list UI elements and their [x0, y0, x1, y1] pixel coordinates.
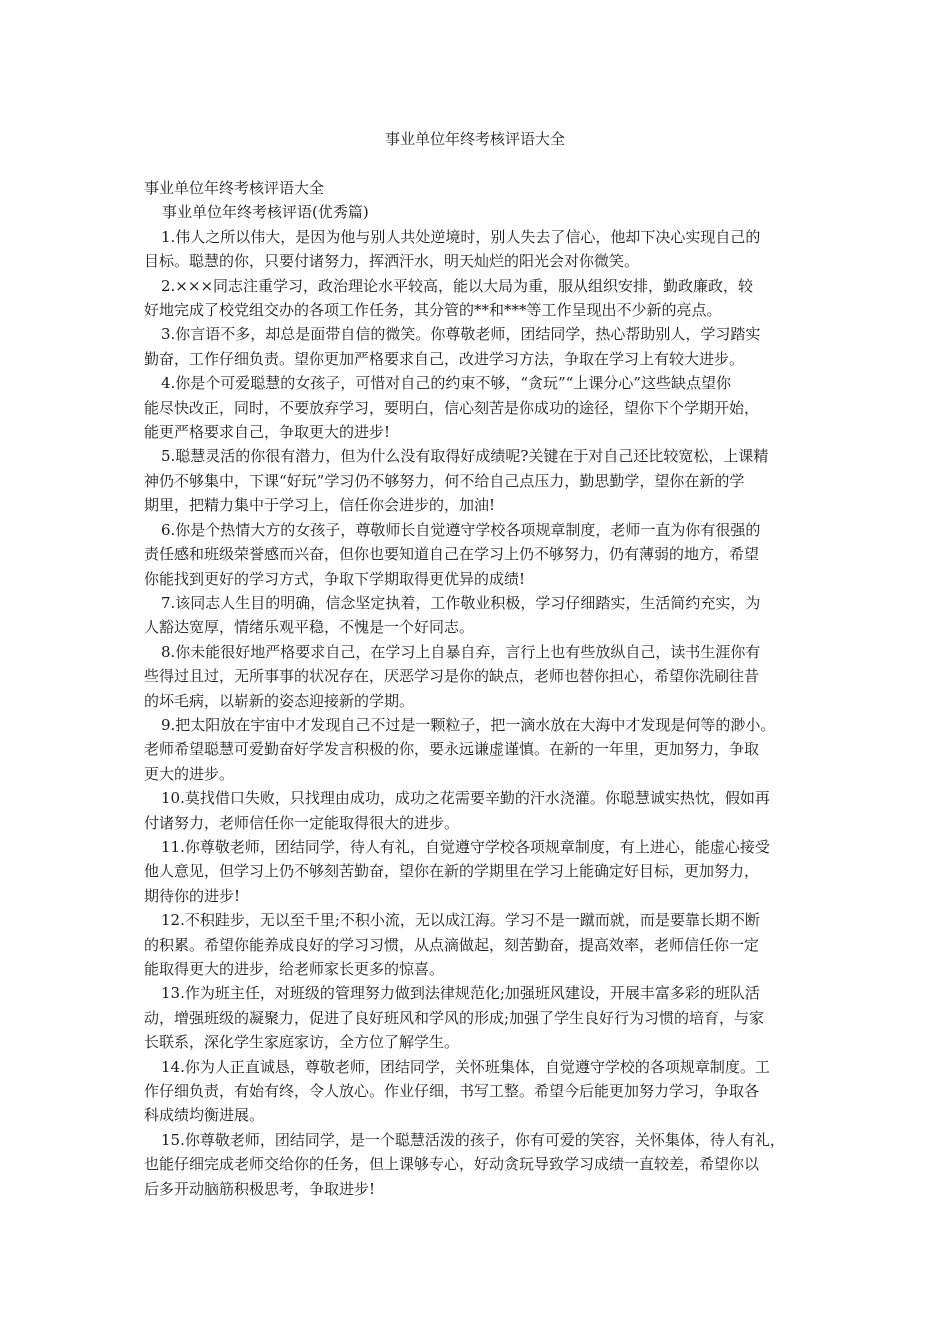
- comment-item: [144, 518, 806, 591]
- comment-line: 15.你尊敬老师，团结同学，是一个聪慧活泼的孩子，你有可爱的笑容，关怀集体，待人有礼，: [161, 1130, 785, 1149]
- comment-item: [144, 908, 806, 981]
- comment-line: 作仔细负责，有始有终，令人放心。作业仔细，书写工整。希望今后能更加努力学习，争取各: [144, 1082, 760, 1101]
- comment-item: [144, 444, 806, 517]
- comment-line: 4.你是个可爱聪慧的女孩子，可惜对自己的约束不够，“贪玩”“上课分心”这些缺点望你: [161, 374, 731, 393]
- comment-line: 12.不积跬步，无以至千里;不积小流，无以成江海。学习不是一蹴而就，而是要靠长期不断: [161, 911, 760, 930]
- comment-item: [144, 981, 806, 1054]
- comment-line: 9.把太阳放在宇宙中才发现自己不过是一颗粒子，把一滴水放在大海中才发现是何等的渺小。: [161, 715, 776, 734]
- comment-line: 些得过且过，无所事事的状况存在，厌恶学习是你的缺点，老师也替你担心，希望你洗刷往昔: [144, 667, 760, 686]
- comment-item: [144, 591, 806, 640]
- comment-line: 老师希望聪慧可爱勤奋好学发言积极的你，要永远谦虚谨慎。在新的一年里，更加努力，争取: [144, 740, 760, 759]
- comment-item: [144, 1055, 806, 1128]
- document-body: [144, 176, 806, 1201]
- comment-line: 3.你言语不多，却总是面带自信的微笑。你尊敬老师，团结同学，热心帮助别人，学习踏实: [161, 325, 761, 344]
- comment-line: 好地完成了校党组交办的各项工作任务，其分管的**和***等工作呈现出不少新的亮点。: [144, 301, 722, 320]
- comment-line: 长联系，深化学生家庭家访，全方位了解学生。: [144, 1033, 460, 1052]
- comment-item: [144, 640, 806, 713]
- comment-line: 他人意见，但学习上仍不够刻苦勤奋，望你在新的学期里在学习上能确定好目标，更加努力，: [144, 862, 760, 881]
- comment-line: 神仍不够集中，下课“好玩”学习仍不够努力，何不给自己点压力，勤思勤学，望你在新的学: [144, 471, 745, 490]
- comment-item: [144, 713, 806, 786]
- document-title: 事业单位年终考核评语大全: [384, 130, 565, 148]
- comment-item: [144, 835, 806, 908]
- comment-item: [144, 225, 806, 274]
- comment-line: 8.你未能很好地严格要求自己，在学习上自暴自弃，言行上也有些放纵自己，读书生涯你有: [161, 642, 761, 661]
- comment-line: 更大的进步。: [144, 764, 235, 783]
- comment-line: 5.聪慧灵活的你很有潜力，但为什么没有取得好成绩呢?关键在于对自己还比较宽松，上课精: [161, 447, 769, 466]
- comment-line: 14.你为人正直诚恳，尊敬老师，团结同学，关怀班集体，自觉遵守学校的各项规章制度。工: [161, 1057, 770, 1076]
- comment-item: [144, 322, 806, 371]
- comment-line: 13.作为班主任，对班级的管理努力做到法律规范化;加强班风建设，开展丰富多彩的班队活: [161, 984, 760, 1003]
- comment-line: 期里，把精力集中于学习上，信任你会进步的，加油!: [144, 496, 496, 515]
- comment-item: [144, 371, 806, 444]
- comment-line: 也能仔细完成老师交给你的任务，但上课够专心，好动贪玩导致学习成绩一直较差，希望你以: [144, 1155, 760, 1174]
- comment-line: 11.你尊敬老师，团结同学，待人有礼，自觉遵守学校各项规章制度，有上进心，能虚心接受: [161, 837, 770, 856]
- comment-line: 后多开动脑筋积极思考，争取进步!: [144, 1179, 376, 1198]
- section-heading: 事业单位年终考核评语大全: [144, 179, 325, 197]
- comment-line: 7.该同志人生目的明确，信念坚定执着，工作敬业积极，学习仔细踏实，生活简约充实，为: [161, 593, 761, 612]
- comment-line: 科成绩均衡进展。: [144, 1106, 265, 1125]
- comment-line: 能取得更大的进步，给老师家长更多的惊喜。: [144, 960, 445, 978]
- comment-line: 的坏毛病，以崭新的姿态迎接新的学期。: [144, 691, 415, 710]
- section-subheading: 事业单位年终考核评语(优秀篇): [162, 203, 369, 222]
- comment-item: [144, 274, 806, 323]
- comment-line: 6.你是个热情大方的女孩子，尊敬师长自觉遵守学校各项规章制度，老师一直为你有很强的: [161, 520, 761, 539]
- comment-line: 能尽快改正，同时，不要放弃学习，要明白，信心刻苦是你成功的途径，望你下个学期开始，: [144, 398, 760, 417]
- comment-line: 的积累。希望你能养成良好的学习习惯，从点滴做起，刻苦勤奋，提高效率，老师信任你一定: [144, 935, 760, 954]
- comment-line: 人豁达宽厚，情绪乐观平稳，不愧是一个好同志。: [144, 618, 475, 637]
- comment-list: [144, 225, 806, 1201]
- comment-item: [144, 786, 806, 835]
- comment-line: 期待你的进步!: [144, 886, 241, 905]
- comment-line: 目标。聪慧的你，只要付诸努力，挥洒汗水，明天灿烂的阳光会对你微笑。: [144, 252, 640, 271]
- comment-line: 勤奋，工作仔细负责。望你更加严格要求自己，改进学习方法，争取在学习上有较大进步。: [144, 349, 745, 368]
- comment-item: [144, 1128, 806, 1201]
- comment-line: 付诸努力，老师信任你一定能取得很大的进步。: [144, 813, 460, 832]
- comment-line: 你能找到更好的学习方式，争取下学期取得更优异的成绩!: [144, 569, 526, 588]
- comment-line: 能更严格要求自己，争取更大的进步!: [144, 423, 391, 442]
- comment-line: 动，增强班级的凝聚力，促进了良好班风和学风的形成;加强了学生良好行为习惯的培育，与家: [144, 1008, 765, 1027]
- comment-line: 10.莫找借口失败，只找理由成功，成功之花需要辛勤的汗水浇灌。你聪慧诚实热忱，假如再: [161, 789, 770, 808]
- comment-line: 2.×××同志注重学习，政治理论水平较高，能以大局为重，服从组织安排，勤政廉政，较: [161, 276, 754, 295]
- comment-line: 1.伟人之所以伟大，是因为他与别人共处逆境时，别人失去了信心，他却下决心实现自己的: [161, 227, 761, 246]
- comment-line: 责任感和班级荣誉感而兴奋，但你也要知道自己在学习上仍不够努力，仍有薄弱的地方，希望: [144, 545, 760, 564]
